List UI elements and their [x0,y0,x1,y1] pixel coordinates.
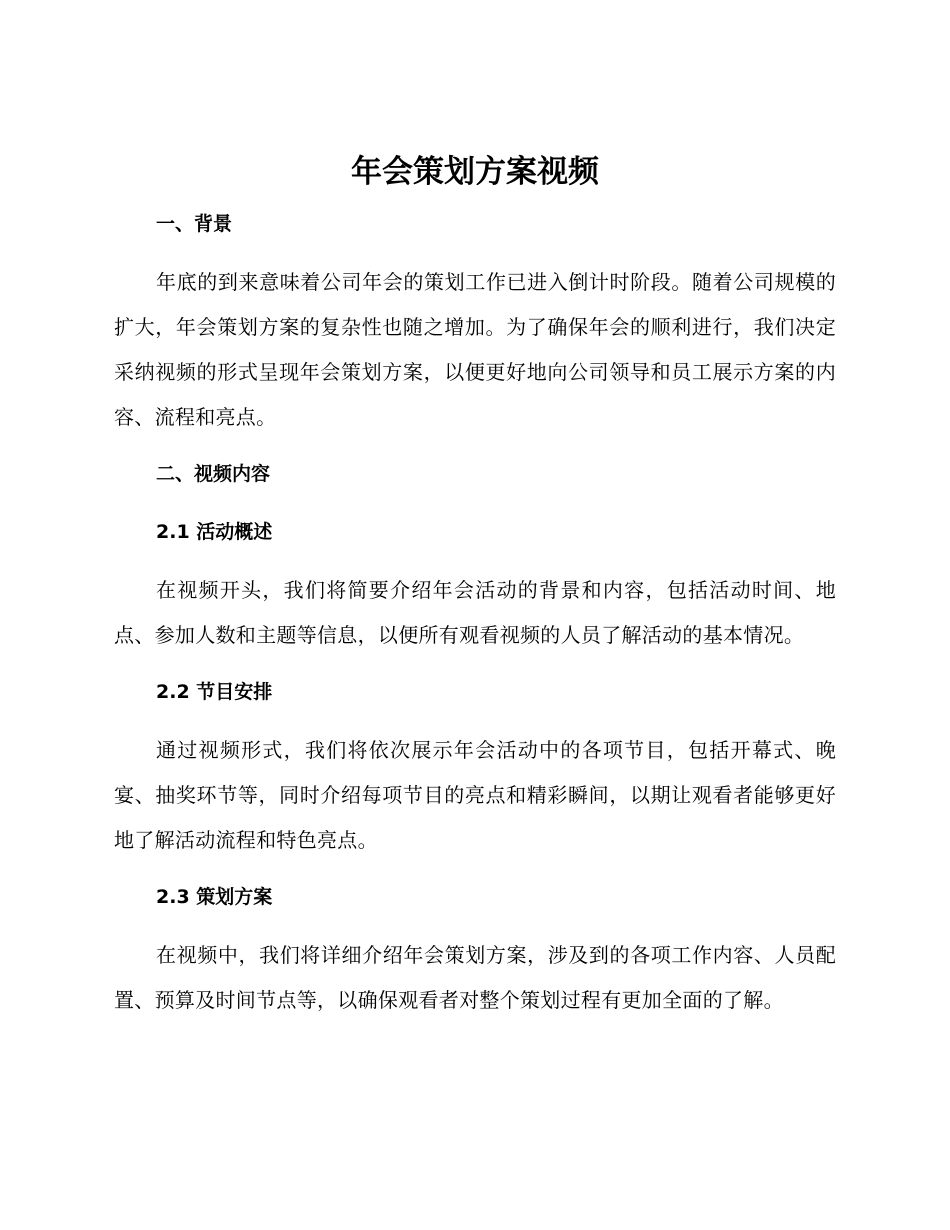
section-heading-planning-scheme: 2.3 策划方案 [156,886,273,908]
section-paragraph-program-schedule: 通过视频形式，我们将依次展示年会活动中的各项节目，包括开幕式、晚宴、抽奖环节等，同时介绍每项节目的亮点和精彩瞬间，以期让观看者能够更好地了解活动流程和特色亮点。 [114,738,836,852]
document-title: 年会策划方案视频 [351,154,599,190]
section-heading-video-content: 二、视频内容 [156,463,271,485]
section-heading-background: 一、背景 [156,213,233,235]
section-heading-program-schedule: 2.2 节目安排 [156,681,273,703]
section-paragraph-activity-overview: 在视频开头，我们将简要介绍年会活动的背景和内容，包括活动时间、地点、参加人数和主题等信息，以便所有观看视频的人员了解活动的基本情况。 [114,578,836,647]
section-paragraph-background: 年底的到来意味着公司年会的策划工作已进入倒计时阶段。随着公司规模的扩大，年会策划方案的复杂性也随之增加。为了确保年会的顺利进行，我们决定采纳视频的形式呈现年会策划方案，以便更好地向公司领导和员工展示方案的内容、流程和亮点。 [114,270,836,429]
section-heading-activity-overview: 2.1 活动概述 [156,521,273,543]
section-paragraph-planning-scheme: 在视频中，我们将详细介绍年会策划方案，涉及到的各项工作内容、人员配置、预算及时间节点等，以确保观看者对整个策划过程有更加全面的了解。 [114,943,836,1012]
